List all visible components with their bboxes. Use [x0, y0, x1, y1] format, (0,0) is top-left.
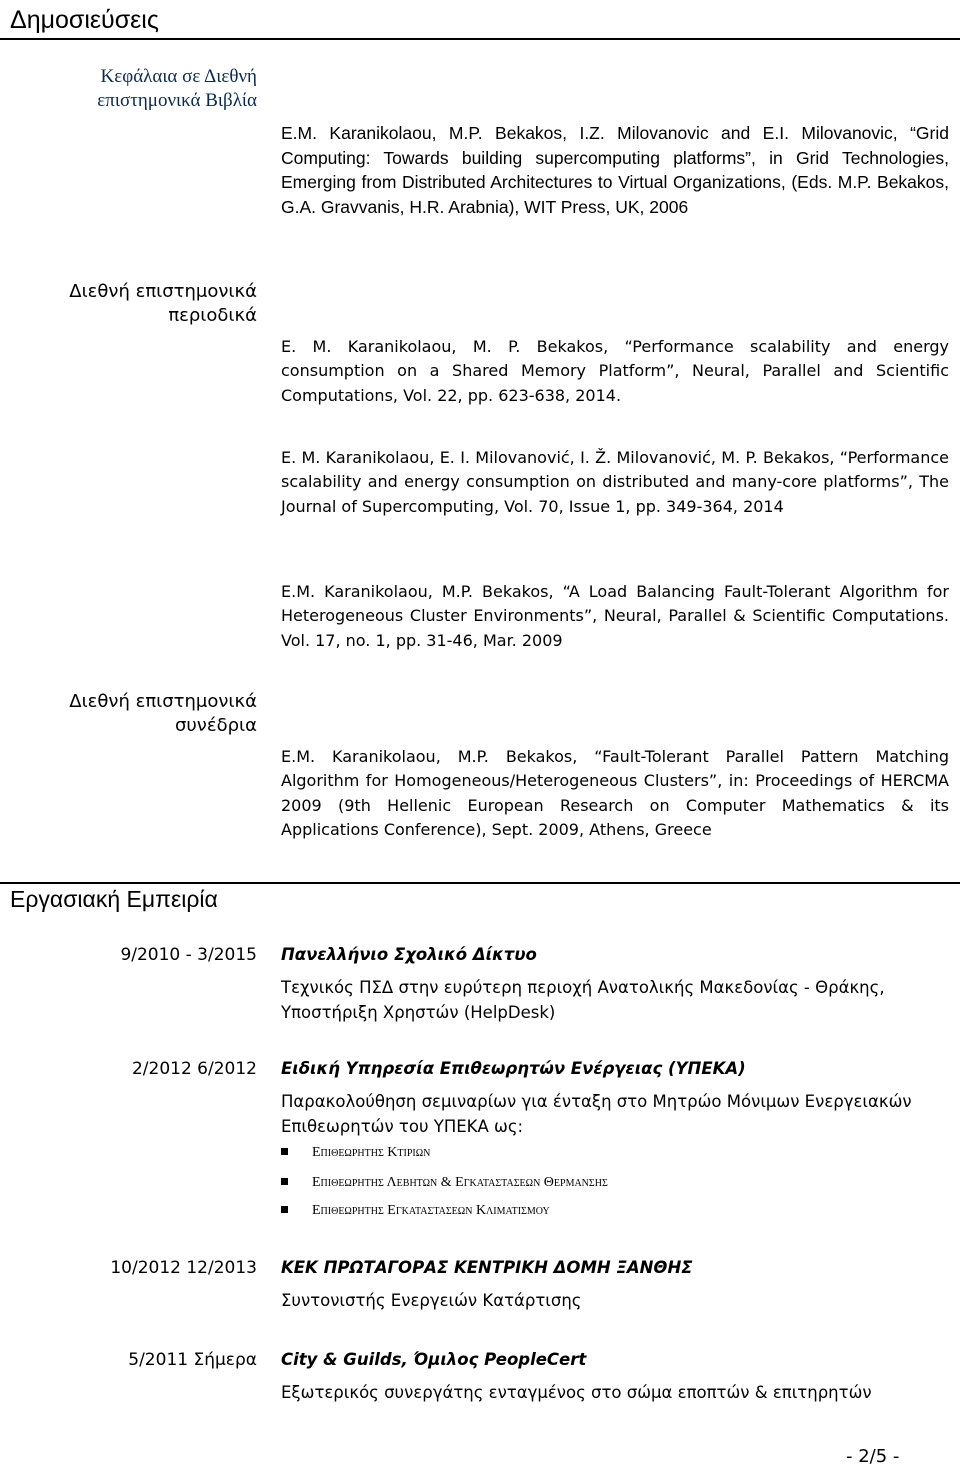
job-employer-4: City & Guilds, Όμιλος PeopleCert: [281, 1350, 587, 1369]
job-employer-1: Πανελλήνιο Σχολικό Δίκτυο: [281, 945, 537, 964]
journal-entry-2: E. M. Karanikolaou, E. I. Milovanović, I. Ž. Milovanović, M. P. Bekakos, “Performance scalability and energy consumption on distributed and many-core platforms”, The Journal of Supercomputing, Vol. 70, Issue 1, pp. 349-364, 2014: [281, 448, 949, 516]
job-description-3: Συντονιστής Ενεργειών Κατάρτισης: [281, 1291, 582, 1310]
book-entry-1: E.M. Karanikolaou, M.P. Bekakos, I.Z. Milovanovic and E.I. Milovanovic, “Grid Computing: Towards building supercomputing platforms”, in Grid Technologies, Emerging from Distributed Architectures to Virtual Organizations, (Eds. M.P. Bekakos, G.A. Gravvanis, H.R. Arabnia), WIT Press, UK, 2006: [281, 123, 949, 217]
journal-entry-3: E.M. Karanikolaou, M.P. Bekakos, “A Load Balancing Fault-Tolerant Algorithm for Heterogeneous Cluster Environments”, Neural, Parallel & Scientific Computations. Vol. 17, no. 1, pp. 31-46, Mar. 2009: [281, 582, 949, 650]
section-heading-experience: Εργασιακή Εμπειρία: [10, 886, 218, 912]
job-employer-3: ΚΕΚ ΠΡΩΤΑΓΟΡΑΣ ΚΕΝΤΡΙΚΗ ΔΟΜΗ ΞΑΝΘΗΣ: [281, 1258, 693, 1277]
section-divider: [0, 38, 960, 40]
job-description-1: Τεχνικός ΠΣΔ στην ευρύτερη περιοχή Ανατολικής Μακεδονίας - Θράκης, Υποστήριξη Χρηστών (HelpDesk): [281, 978, 885, 1022]
conference-entry-1: E.M. Karanikolaou, M.P. Bekakos, “Fault-Tolerant Parallel Pattern Matching Algorithm for Homogeneous/Heterogeneous Clusters”, in: Proceedings of HERCMA 2009 (9th Hellenic European Research on Computer Mathematics & its Applications Conference), Sept. 2009, Athens, Greece: [281, 747, 949, 840]
job-dates-1: 9/2010 - 3/2015: [120, 945, 257, 965]
job-dates-2: 2/2012 6/2012: [131, 1059, 257, 1079]
section-heading-publications: Δημοσιεύσεις: [10, 6, 159, 34]
bullet-square-icon: [281, 1206, 288, 1213]
journal-entry-1: E. M. Karanikolaou, M. P. Bekakos, “Performance scalability and energy consumption on a Shared Memory Platform”, Neural, Parallel and Scientific Computations, Vol. 22, pp. 623-638, 2014.: [281, 337, 949, 405]
job-description-2: Παρακολούθηση σεμιναρίων για ένταξη στο Μητρώο Μόνιμων Ενεργειακών Επιθεωρητών του ΥΠΕΚΑ ως:: [281, 1092, 912, 1136]
job-dates-3: 10/2012 12/2013: [110, 1258, 257, 1278]
label-journals: Διεθνή επιστημονικά περιοδικά: [69, 281, 257, 326]
bullet-item-2: Επιθεωρητης Λεβητων & Εγκαταστασεων Θερμανσης: [281, 1175, 608, 1191]
bullet-item-3: Επιθεωρητης Εγκαταστασεων Κλιματισμου: [281, 1203, 550, 1219]
job-employer-2: Ειδική Υπηρεσία Επιθεωρητών Ενέργειας (ΥΠΕΚΑ): [281, 1059, 746, 1078]
bullet-square-icon: [281, 1148, 288, 1155]
bullet-item-1: Επιθεωρητης Κτιριων: [281, 1145, 430, 1161]
section-divider: [0, 882, 960, 884]
job-dates-4: 5/2011 Σήμερα: [128, 1350, 257, 1370]
bullet-square-icon: [281, 1178, 288, 1185]
label-conferences: Διεθνή επιστημονικά συνέδρια: [69, 691, 257, 736]
page-number: - 2/5 -: [846, 1446, 900, 1467]
label-book-chapters: Κεφάλαια σε Διεθνή επιστημονικά Βιβλία: [97, 66, 257, 111]
job-description-4: Εξωτερικός συνεργάτης ενταγμένος στο σώμα εποπτών & επιτηρητών: [281, 1383, 872, 1402]
